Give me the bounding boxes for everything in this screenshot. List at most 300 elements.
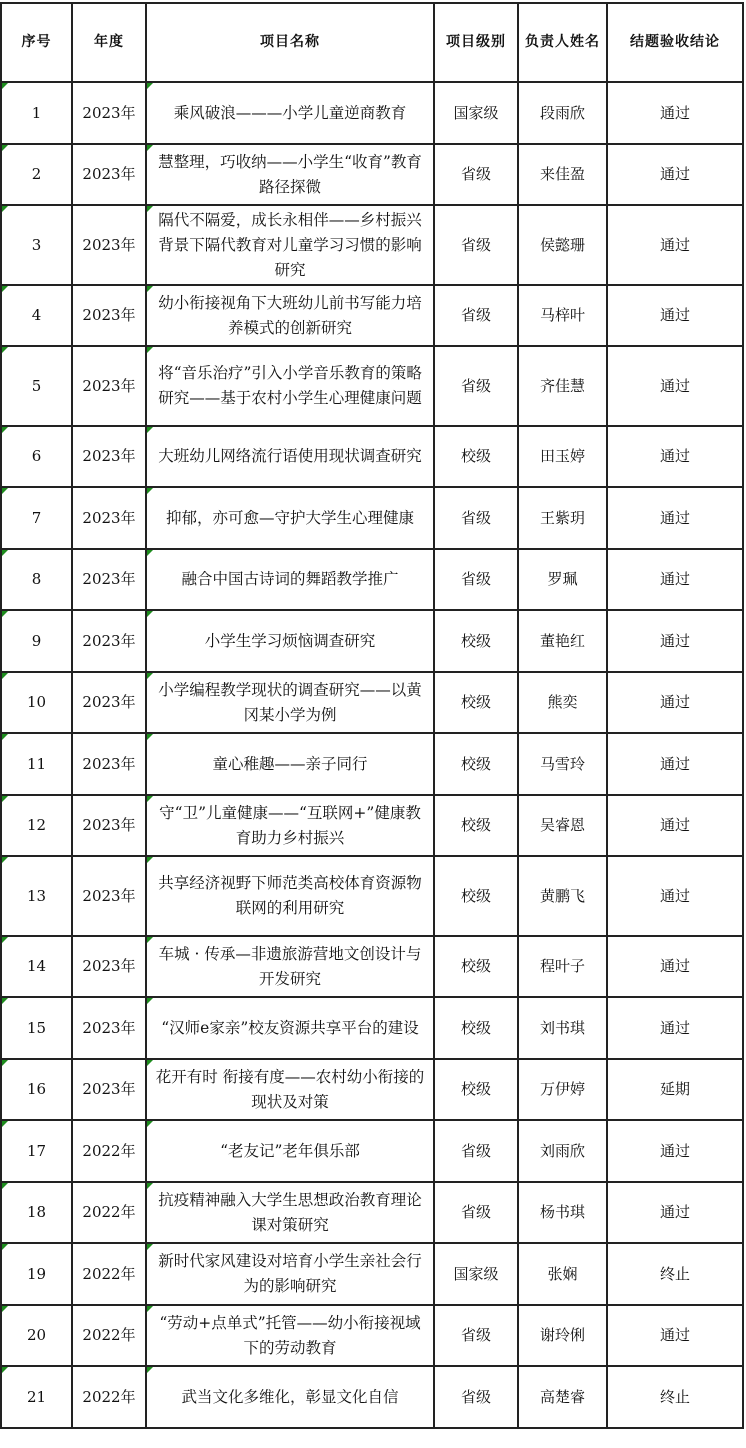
cell-no[interactable] xyxy=(1,610,72,672)
header-result: 结题验收结论 xyxy=(607,3,743,82)
cell-text: 校级 xyxy=(460,1018,491,1037)
cell-text: 武当文化多维化，彰显文化自信 xyxy=(181,1387,399,1406)
cell-text: 2 xyxy=(31,165,42,183)
cell-text: 10 xyxy=(26,693,47,711)
cell-name[interactable] xyxy=(146,1182,434,1243)
table-row xyxy=(1,346,743,426)
cell-level[interactable] xyxy=(434,1305,518,1366)
cell-level[interactable] xyxy=(434,1120,518,1182)
cell-text: 12 xyxy=(26,816,47,834)
comment-marker-icon xyxy=(147,796,153,802)
cell-no[interactable] xyxy=(1,82,72,144)
cell-level[interactable] xyxy=(434,487,518,549)
header-leader: 负责人姓名 xyxy=(518,3,607,82)
cell-level[interactable] xyxy=(434,205,518,285)
cell-name[interactable] xyxy=(146,1366,434,1428)
cell-level[interactable] xyxy=(434,1059,518,1120)
cell-text: 省级 xyxy=(460,570,491,588)
cell-text: 2022年 xyxy=(82,1141,136,1160)
cell-text: 马梓叶 xyxy=(539,306,585,324)
cell-level[interactable] xyxy=(434,1243,518,1305)
cell-text: 程叶子 xyxy=(539,957,585,975)
cell-result[interactable] xyxy=(607,549,743,610)
cell-year[interactable] xyxy=(72,795,146,856)
cell-text: 2023年 xyxy=(82,1018,136,1037)
table-row xyxy=(1,1243,743,1305)
comment-marker-icon xyxy=(2,1183,8,1189)
cell-level[interactable] xyxy=(434,795,518,856)
cell-text: 16 xyxy=(26,1080,47,1098)
cell-text: 2023年 xyxy=(82,816,136,834)
cell-no[interactable] xyxy=(1,1243,72,1305)
cell-name[interactable] xyxy=(146,205,434,285)
cell-leader[interactable] xyxy=(518,1243,607,1305)
table-row xyxy=(1,426,743,487)
table-row xyxy=(1,795,743,856)
cell-text: 通过 xyxy=(659,1018,690,1037)
comment-marker-icon xyxy=(2,286,8,292)
cell-no[interactable] xyxy=(1,346,72,426)
cell-text: 抗疫精神融入大学生思想政治教育理论课对策研究 xyxy=(158,1190,422,1234)
cell-text: 2022年 xyxy=(82,1326,136,1344)
cell-no[interactable] xyxy=(1,426,72,487)
cell-text: 省级 xyxy=(460,1141,491,1160)
cell-text: “汉师e家亲”校友资源共享平台的建设 xyxy=(161,1018,419,1037)
comment-marker-icon xyxy=(2,937,8,943)
cell-text: 2023年 xyxy=(82,306,136,324)
cell-text: 熊奕 xyxy=(547,693,578,711)
cell-year[interactable] xyxy=(72,1182,146,1243)
cell-name[interactable] xyxy=(146,144,434,205)
table-row xyxy=(1,487,743,549)
cell-leader[interactable] xyxy=(518,1059,607,1120)
cell-text: 吴睿恩 xyxy=(539,816,585,834)
table-row xyxy=(1,549,743,610)
cell-result[interactable] xyxy=(607,487,743,549)
comment-marker-icon xyxy=(147,611,153,617)
cell-text: 通过 xyxy=(659,376,690,395)
cell-year[interactable] xyxy=(72,426,146,487)
cell-result[interactable] xyxy=(607,1059,743,1120)
comment-marker-icon xyxy=(2,673,8,679)
cell-leader[interactable] xyxy=(518,997,607,1059)
cell-leader[interactable] xyxy=(518,82,607,144)
cell-text: 张娴 xyxy=(547,1264,578,1283)
cell-text: 通过 xyxy=(659,508,690,527)
cell-text: 省级 xyxy=(460,508,491,527)
cell-name[interactable] xyxy=(146,426,434,487)
table-row xyxy=(1,1305,743,1366)
cell-level[interactable] xyxy=(434,672,518,733)
comment-marker-icon xyxy=(147,550,153,556)
cell-level[interactable] xyxy=(434,1366,518,1428)
comment-marker-icon xyxy=(2,611,8,617)
cell-text: 省级 xyxy=(460,1203,491,1221)
cell-name[interactable] xyxy=(146,610,434,672)
cell-leader[interactable] xyxy=(518,1305,607,1366)
cell-year[interactable] xyxy=(72,733,146,795)
cell-result[interactable] xyxy=(607,1120,743,1182)
cell-text: 终止 xyxy=(659,1387,690,1406)
cell-leader[interactable] xyxy=(518,795,607,856)
cell-result[interactable] xyxy=(607,1366,743,1428)
cell-text: 通过 xyxy=(659,1326,690,1344)
cell-no[interactable] xyxy=(1,856,72,936)
cell-text: 2023年 xyxy=(82,631,136,650)
cell-text: 刘书琪 xyxy=(539,1018,585,1037)
cell-result[interactable] xyxy=(607,144,743,205)
cell-text: 小学编程教学现状的调查研究——以黄冈某小学为例 xyxy=(158,680,422,724)
header-level: 项目级别 xyxy=(434,3,518,82)
cell-text: 万伊婷 xyxy=(539,1080,585,1098)
header-no: 序号 xyxy=(1,3,72,82)
comment-marker-icon xyxy=(2,1306,8,1312)
cell-no[interactable] xyxy=(1,733,72,795)
cell-year[interactable] xyxy=(72,1059,146,1120)
cell-result[interactable] xyxy=(607,1305,743,1366)
comment-marker-icon xyxy=(2,427,8,433)
cell-text: 省级 xyxy=(460,1387,491,1406)
cell-name[interactable] xyxy=(146,795,434,856)
comment-marker-icon xyxy=(2,347,8,353)
cell-text: 花开有时 衔接有度——农村幼小衔接的现状及对策 xyxy=(155,1067,425,1111)
cell-result[interactable] xyxy=(607,426,743,487)
cell-year[interactable] xyxy=(72,144,146,205)
cell-text: 终止 xyxy=(659,1264,690,1283)
cell-name[interactable] xyxy=(146,1120,434,1182)
cell-no[interactable] xyxy=(1,285,72,346)
cell-text: 段雨欣 xyxy=(539,103,585,122)
cell-text: 5 xyxy=(31,376,42,395)
comment-marker-icon xyxy=(2,145,8,151)
cell-text: 6 xyxy=(31,447,42,465)
cell-text: 隔代不隔爱，成长永相伴——乡村振兴背景下隔代教育对儿童学习习惯的影响研究 xyxy=(158,210,422,279)
comment-marker-icon xyxy=(147,1183,153,1189)
comment-marker-icon xyxy=(2,488,8,494)
cell-no[interactable] xyxy=(1,1120,72,1182)
cell-leader[interactable] xyxy=(518,346,607,426)
cell-no[interactable] xyxy=(1,1059,72,1120)
cell-level[interactable] xyxy=(434,346,518,426)
comment-marker-icon xyxy=(2,734,8,740)
cell-level[interactable] xyxy=(434,549,518,610)
cell-year[interactable] xyxy=(72,82,146,144)
header-year: 年度 xyxy=(72,3,146,82)
table-row xyxy=(1,733,743,795)
cell-text: 20 xyxy=(26,1326,47,1344)
cell-year[interactable] xyxy=(72,936,146,997)
cell-text: 高楚睿 xyxy=(539,1387,585,1406)
comment-marker-icon xyxy=(147,857,153,863)
cell-text: 校级 xyxy=(460,447,491,465)
cell-text: 延期 xyxy=(659,1080,690,1098)
cell-text: 刘雨欣 xyxy=(539,1141,585,1160)
cell-text: 7 xyxy=(31,508,42,527)
cell-result[interactable] xyxy=(607,610,743,672)
cell-level[interactable] xyxy=(434,1182,518,1243)
cell-text: 2023年 xyxy=(82,570,136,588)
cell-text: 通过 xyxy=(659,1141,690,1160)
cell-year[interactable] xyxy=(72,205,146,285)
table-row xyxy=(1,856,743,936)
cell-text: 2023年 xyxy=(82,508,136,527)
cell-level[interactable] xyxy=(434,856,518,936)
cell-result[interactable] xyxy=(607,856,743,936)
cell-text: 21 xyxy=(26,1387,47,1406)
cell-text: 校级 xyxy=(460,1080,491,1098)
cell-leader[interactable] xyxy=(518,1366,607,1428)
cell-result[interactable] xyxy=(607,205,743,285)
comment-marker-icon xyxy=(2,1367,8,1373)
cell-result[interactable] xyxy=(607,285,743,346)
cell-result[interactable] xyxy=(607,1243,743,1305)
cell-year[interactable] xyxy=(72,1120,146,1182)
cell-text: 2022年 xyxy=(82,1203,136,1221)
cell-level[interactable] xyxy=(434,733,518,795)
cell-no[interactable] xyxy=(1,1182,72,1243)
cell-name[interactable] xyxy=(146,285,434,346)
table-row xyxy=(1,144,743,205)
cell-text: 大班幼儿网络流行语使用现状调查研究 xyxy=(158,447,422,465)
cell-level[interactable] xyxy=(434,610,518,672)
comment-marker-icon xyxy=(2,1244,8,1250)
comment-marker-icon xyxy=(2,796,8,802)
cell-year[interactable] xyxy=(72,1243,146,1305)
cell-text: 慧整理，巧收纳——小学生“收育”教育路径探微 xyxy=(158,152,422,196)
cell-no[interactable] xyxy=(1,672,72,733)
cell-level[interactable] xyxy=(434,144,518,205)
cell-name[interactable] xyxy=(146,672,434,733)
cell-no[interactable] xyxy=(1,549,72,610)
cell-text: 校级 xyxy=(460,754,491,773)
cell-text: 省级 xyxy=(460,1326,491,1344)
cell-no[interactable] xyxy=(1,1305,72,1366)
cell-year[interactable] xyxy=(72,549,146,610)
cell-result[interactable] xyxy=(607,997,743,1059)
comment-marker-icon xyxy=(2,998,8,1004)
cell-text: 通过 xyxy=(659,886,690,905)
cell-text: 2023年 xyxy=(82,957,136,975)
cell-year[interactable] xyxy=(72,285,146,346)
cell-text: 校级 xyxy=(460,886,491,905)
cell-result[interactable] xyxy=(607,936,743,997)
cell-leader[interactable] xyxy=(518,672,607,733)
cell-text: 19 xyxy=(26,1264,47,1283)
cell-text: 2023年 xyxy=(82,886,136,905)
comment-marker-icon xyxy=(147,206,153,212)
cell-text: 2022年 xyxy=(82,1387,136,1406)
cell-text: 15 xyxy=(26,1018,47,1037)
cell-text: 14 xyxy=(26,957,47,975)
cell-leader[interactable] xyxy=(518,733,607,795)
comment-marker-icon xyxy=(147,1306,153,1312)
cell-name[interactable] xyxy=(146,856,434,936)
comment-marker-icon xyxy=(147,998,153,1004)
cell-text: 乘风破浪———小学儿童逆商教育 xyxy=(173,103,407,122)
cell-year[interactable] xyxy=(72,487,146,549)
table-row xyxy=(1,997,743,1059)
cell-text: 通过 xyxy=(659,165,690,183)
cell-text: 国家级 xyxy=(453,103,499,122)
comment-marker-icon xyxy=(147,673,153,679)
cell-text: 罗珮 xyxy=(547,570,578,588)
cell-text: 8 xyxy=(31,570,42,588)
comment-marker-icon xyxy=(147,1367,153,1373)
table-row xyxy=(1,610,743,672)
cell-text: 小学生学习烦恼调查研究 xyxy=(204,631,376,650)
cell-text: 通过 xyxy=(659,631,690,650)
cell-text: 守“卫”儿童健康——“互联网+”健康教育助力乡村振兴 xyxy=(159,803,421,847)
cell-text: 王紫玥 xyxy=(539,508,585,527)
cell-year[interactable] xyxy=(72,672,146,733)
comment-marker-icon xyxy=(147,1244,153,1250)
cell-level[interactable] xyxy=(434,936,518,997)
cell-name[interactable] xyxy=(146,82,434,144)
cell-leader[interactable] xyxy=(518,1182,607,1243)
cell-text: 通过 xyxy=(659,957,690,975)
cell-leader[interactable] xyxy=(518,205,607,285)
cell-no[interactable] xyxy=(1,487,72,549)
cell-no[interactable] xyxy=(1,795,72,856)
cell-name[interactable] xyxy=(146,549,434,610)
cell-text: 国家级 xyxy=(453,1264,499,1283)
comment-marker-icon xyxy=(2,206,8,212)
cell-text: 通过 xyxy=(659,103,690,122)
cell-text: 幼小衔接视角下大班幼儿前书写能力培养模式的创新研究 xyxy=(158,293,422,337)
cell-text: 2023年 xyxy=(82,693,136,711)
cell-text: 3 xyxy=(31,235,42,254)
cell-leader[interactable] xyxy=(518,426,607,487)
cell-name[interactable] xyxy=(146,1243,434,1305)
cell-text: 通过 xyxy=(659,235,690,254)
cell-text: 2023年 xyxy=(82,235,136,254)
cell-text: 通过 xyxy=(659,816,690,834)
cell-text: 黄鹏飞 xyxy=(539,886,585,905)
cell-result[interactable] xyxy=(607,733,743,795)
table-row xyxy=(1,1059,743,1120)
cell-text: 抑郁，亦可愈—守护大学生心理健康 xyxy=(165,508,414,527)
cell-year[interactable] xyxy=(72,1305,146,1366)
cell-leader[interactable] xyxy=(518,144,607,205)
cell-leader[interactable] xyxy=(518,1120,607,1182)
cell-year[interactable] xyxy=(72,346,146,426)
cell-result[interactable] xyxy=(607,672,743,733)
cell-text: 侯懿珊 xyxy=(539,235,585,254)
cell-text: 田玉婷 xyxy=(539,447,585,465)
comment-marker-icon xyxy=(2,83,8,89)
cell-level[interactable] xyxy=(434,82,518,144)
cell-text: 通过 xyxy=(659,693,690,711)
cell-year[interactable] xyxy=(72,856,146,936)
cell-text: 通过 xyxy=(659,447,690,465)
table-row xyxy=(1,1120,743,1182)
cell-text: 融合中国古诗词的舞蹈教学推广 xyxy=(181,570,399,588)
cell-text: 2023年 xyxy=(82,754,136,773)
cell-name[interactable] xyxy=(146,1305,434,1366)
cell-text: 2023年 xyxy=(82,376,136,395)
cell-text: 省级 xyxy=(460,376,491,395)
cell-text: 谢玲俐 xyxy=(539,1326,585,1344)
cell-text: 4 xyxy=(31,306,42,324)
cell-name[interactable] xyxy=(146,997,434,1059)
cell-name[interactable] xyxy=(146,487,434,549)
cell-text: 省级 xyxy=(460,235,491,254)
cell-no[interactable] xyxy=(1,936,72,997)
cell-text: 13 xyxy=(26,886,47,905)
cell-text: 车城 · 传承—非遗旅游营地文创设计与开发研究 xyxy=(158,944,422,988)
cell-leader[interactable] xyxy=(518,936,607,997)
cell-text: 校级 xyxy=(460,631,491,650)
cell-text: 2022年 xyxy=(82,1264,136,1283)
cell-text: 杨书琪 xyxy=(539,1203,585,1221)
cell-year[interactable] xyxy=(72,997,146,1059)
cell-leader[interactable] xyxy=(518,610,607,672)
cell-text: 新时代家风建设对培育小学生亲社会行为的影响研究 xyxy=(158,1252,422,1295)
cell-text: 2023年 xyxy=(82,165,136,183)
cell-text: 校级 xyxy=(460,957,491,975)
cell-leader[interactable] xyxy=(518,487,607,549)
cell-result[interactable] xyxy=(607,346,743,426)
header-name: 项目名称 xyxy=(146,3,434,82)
cell-text: 齐佳慧 xyxy=(539,376,585,395)
cell-text: 马雪玲 xyxy=(539,754,585,773)
cell-leader[interactable] xyxy=(518,856,607,936)
cell-text: 童心稚趣——亲子同行 xyxy=(212,754,368,773)
cell-name[interactable] xyxy=(146,733,434,795)
cell-text: 2023年 xyxy=(82,1080,136,1098)
header-row xyxy=(1,3,743,82)
cell-no[interactable] xyxy=(1,1366,72,1428)
cell-text: 省级 xyxy=(460,165,491,183)
comment-marker-icon xyxy=(147,734,153,740)
cell-level[interactable] xyxy=(434,426,518,487)
cell-text: “劳动+点单式”托管——幼小衔接视域下的劳动教育 xyxy=(159,1313,421,1357)
comment-marker-icon xyxy=(2,1060,8,1066)
cell-leader[interactable] xyxy=(518,549,607,610)
cell-year[interactable] xyxy=(72,1366,146,1428)
cell-leader[interactable] xyxy=(518,285,607,346)
cell-name[interactable] xyxy=(146,936,434,997)
cell-text: 17 xyxy=(26,1141,47,1160)
cell-text: 省级 xyxy=(460,306,491,324)
cell-text: 通过 xyxy=(659,306,690,324)
comment-marker-icon xyxy=(2,1121,8,1127)
table-row xyxy=(1,672,743,733)
cell-text: 通过 xyxy=(659,1203,690,1221)
comment-marker-icon xyxy=(2,857,8,863)
cell-result[interactable] xyxy=(607,1182,743,1243)
cell-no[interactable] xyxy=(1,205,72,285)
cell-year[interactable] xyxy=(72,610,146,672)
cell-result[interactable] xyxy=(607,795,743,856)
cell-name[interactable] xyxy=(146,346,434,426)
cell-text: 通过 xyxy=(659,754,690,773)
comment-marker-icon xyxy=(147,83,153,89)
cell-text: 9 xyxy=(31,631,42,650)
table-row xyxy=(1,936,743,997)
cell-no[interactable] xyxy=(1,997,72,1059)
cell-result[interactable] xyxy=(607,82,743,144)
cell-level[interactable] xyxy=(434,285,518,346)
comment-marker-icon xyxy=(147,427,153,433)
table-row xyxy=(1,205,743,285)
cell-level[interactable] xyxy=(434,997,518,1059)
cell-text: 18 xyxy=(26,1203,47,1221)
cell-no[interactable] xyxy=(1,144,72,205)
cell-text: 将“音乐治疗”引入小学音乐教育的策略研究——基于农村小学生心理健康问题 xyxy=(158,364,422,407)
cell-name[interactable] xyxy=(146,1059,434,1120)
comment-marker-icon xyxy=(147,937,153,943)
